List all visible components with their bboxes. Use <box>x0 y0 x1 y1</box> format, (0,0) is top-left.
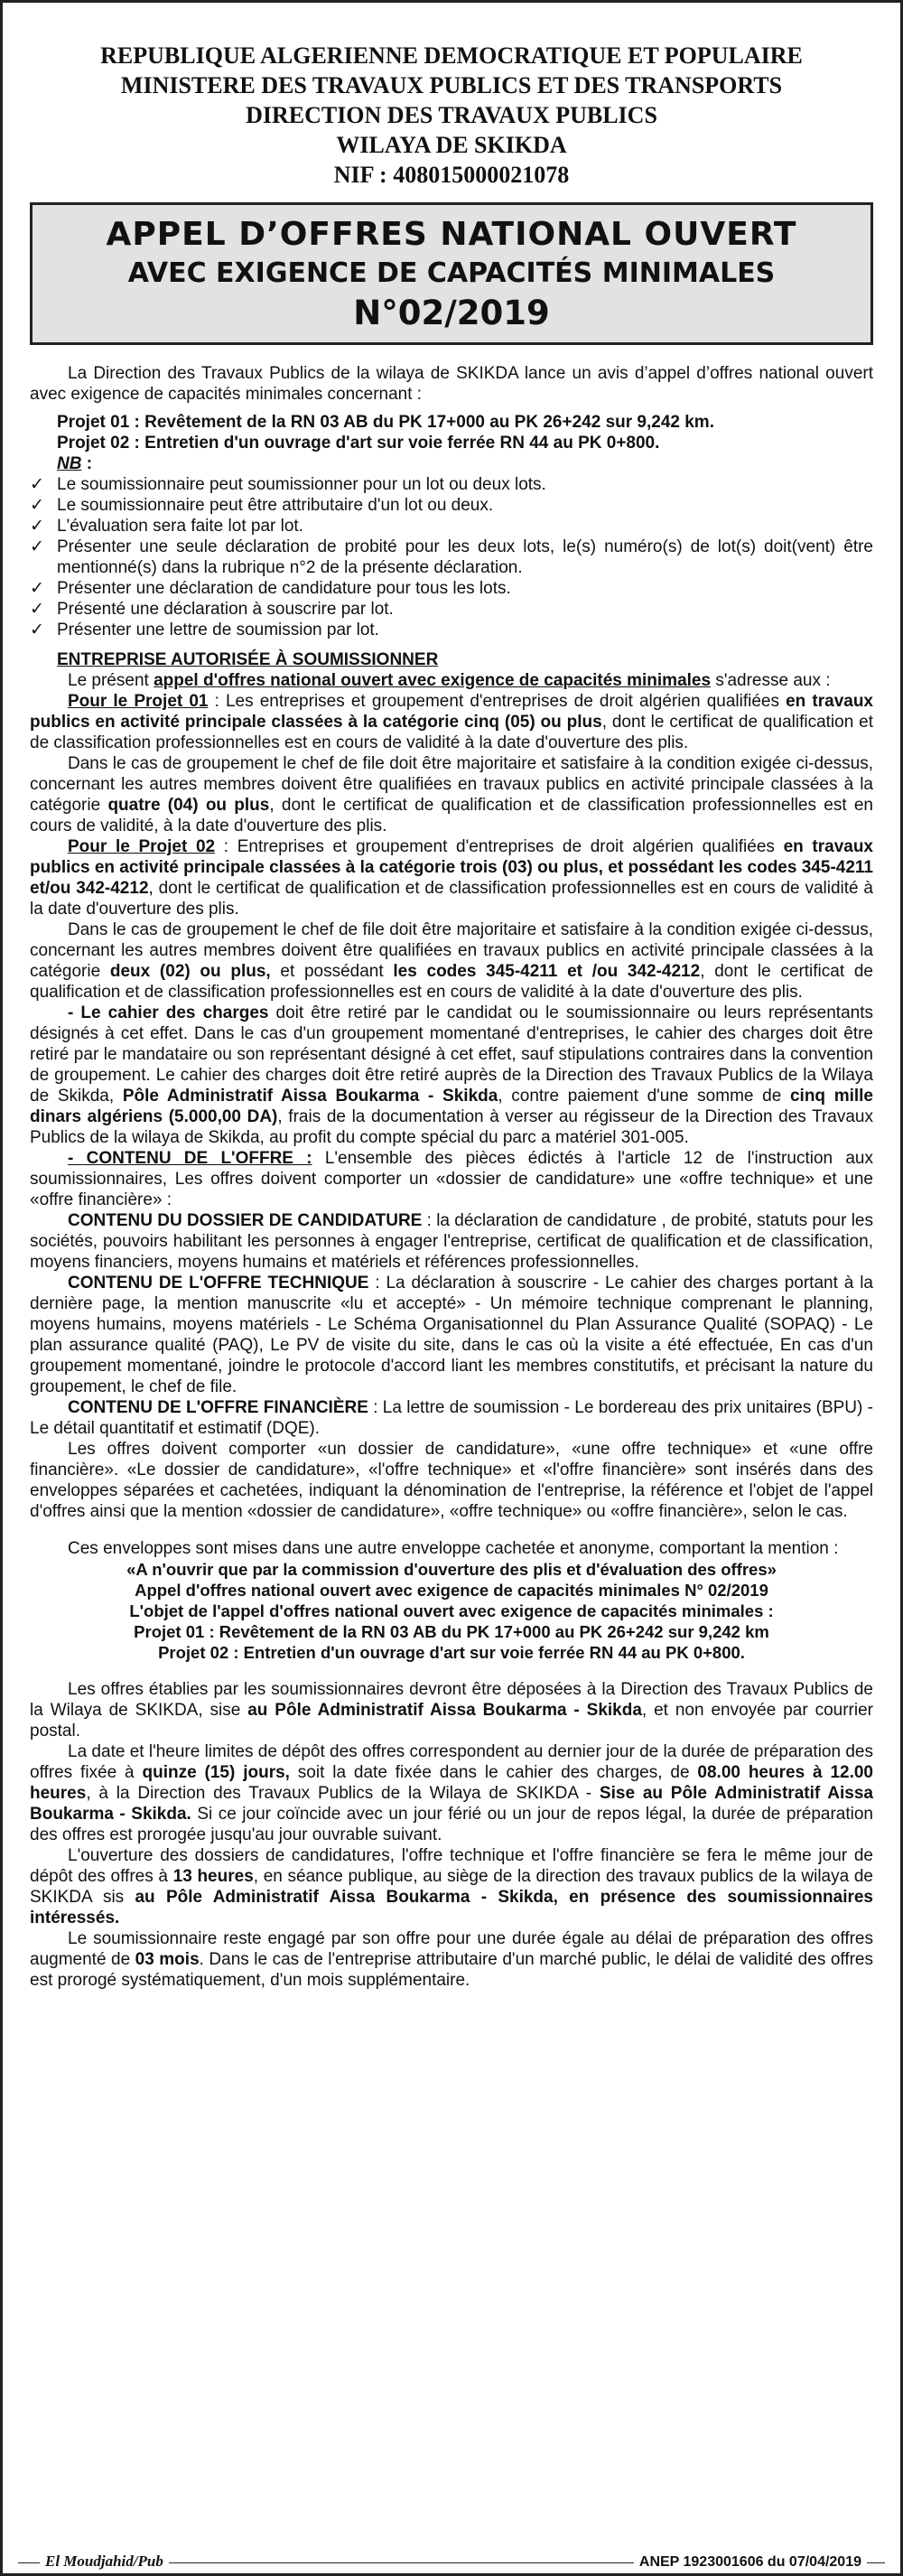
text-run: soit la date fixée dans le cahier des charges, de <box>289 1763 698 1782</box>
spacer <box>30 1522 873 1538</box>
announcement-body <box>30 363 873 1991</box>
text-run-bold: appel d'offres national ouvert avec exigence de capacités minimales <box>154 671 712 690</box>
text-run-bold: en travaux publics en activité principale classées à la catégorie cinq (05) ou plus <box>30 692 873 732</box>
text-run: , frais de la documentation à verser au régisseur de la Direction des Travaux Publics de la wilaya de Skikda, au profit du compte spécial du parc a matériel 301-005. <box>30 1107 874 1147</box>
checklist-item <box>30 537 873 578</box>
checklist-item <box>30 620 873 640</box>
enveloppe-mention <box>30 1559 873 1663</box>
issuer-header <box>30 3 873 190</box>
text-run: s'adresse aux : <box>711 671 831 690</box>
checklist-text: Le soumissionnaire peut soumissionner pour un lot ou deux lots. <box>57 475 546 494</box>
date-limite-paragraph <box>30 1741 873 1845</box>
checklist-item <box>30 495 873 516</box>
contenu-technique <box>30 1273 873 1397</box>
text-run-bold: 13 heures <box>172 1867 254 1886</box>
footer <box>0 2543 903 2571</box>
text-run: Les offres établies par les soumissionnaires devront être déposées à la Direction des Travaux Publics de la Wilaya de SKIKDA, sise <box>30 1680 873 1720</box>
mention-line: Appel d'offres national ouvert avec exigence de capacités minimales N° 02/2019 <box>135 1581 768 1600</box>
text-run: L'ensemble des pièces édictés à l'article 12 de l'instruction aux soumissionnaires, Les offres doivent comporter un «dossier de candidature» une «offre technique» et une «offre financière» : <box>30 1149 873 1209</box>
mention-line: L'objet de l'appel d'offres national ouvert avec exigence de capacités minimales : <box>129 1601 774 1620</box>
depot-paragraph <box>30 1679 873 1741</box>
title-number: N°02/2019 <box>353 294 550 332</box>
ouverture-paragraph <box>30 1845 873 1928</box>
checklist-item <box>30 578 873 599</box>
checklist-text: Présenter une seule déclaration de probité pour les deux lots, le(s) numéro(s) de lot(s) doit(vent) être mentionné(s) dans la rubrique n°2 de la présente déclaration. <box>57 537 873 577</box>
projet-02: Projet 02 : Entretien d'un ouvrage d'art sur voie ferrée RN 44 au PK 0+800. <box>57 434 660 453</box>
requirements-checklist <box>30 474 873 640</box>
mention-line: «A n'ouvrir que par la commission d'ouverture des plis et d'évaluation des offres» <box>126 1560 777 1579</box>
text-run-bold: les codes 345-4211 et /ou 342-4212 <box>393 962 701 981</box>
text-run: , dont le certificat de qualification et de classification professionnelles est en cours de validité à la date d'ouverture des plis. <box>30 962 873 1002</box>
projet-02-label: Pour le Projet 02 <box>68 837 216 856</box>
checklist-text: Présenter une lettre de soumission par lot. <box>57 621 379 639</box>
nb-colon: : <box>81 454 93 473</box>
title-box <box>30 202 873 345</box>
text-run: : Les entreprises et groupement d'entreprises de droit algérien qualifiées <box>208 692 787 711</box>
text-run: Si ce jour coïncide avec un jour férié ou un jour de repos légal, la durée de préparation des offres est prorogée jusqu'au jour ouvrable suivant. <box>30 1805 874 1844</box>
entreprise-intro <box>30 670 873 691</box>
text-run-bold: - CONTENU DE L'OFFRE : <box>68 1149 312 1168</box>
text-run: , et non envoyée par courrier postal. <box>30 1701 873 1741</box>
validite-paragraph <box>30 1928 873 1991</box>
text-run: et possédant <box>270 962 394 981</box>
checklist-text: L'évaluation sera faite lot par lot. <box>57 517 303 536</box>
text-run-bold: quatre (04) ou plus <box>107 796 270 815</box>
check-icon: ✓ <box>30 579 44 598</box>
header-ministry: MINISTERE DES TRAVAUX PUBLICS ET DES TRANSPORTS <box>120 72 783 98</box>
offres-paragraph: Les offres doivent comporter «un dossier de candidature», «une offre technique» et «une offre financière». «Le dossier de candidature», «l'offre technique» et «l'offre financière» sont insérés dans des enveloppes séparées et cachetées, indiquant la dénomination de l'entreprise, la référence et l'objet de l'appel d'offres ainsi que la mention «dossier de candidature», «offre technique» ou «offre financière», selon le cas. <box>30 1440 873 1521</box>
header-republic: REPUBLIQUE ALGERIENNE DEMOCRATIQUE ET POPULAIRE <box>100 42 803 69</box>
projet-02-eligibility <box>30 836 873 919</box>
nb-text: NB <box>57 454 82 473</box>
text-run-bold: - Le cahier des charges <box>68 1003 269 1022</box>
intro-paragraph: La Direction des Travaux Publics de la wilaya de SKIKDA lance un avis d’appel d’offres national ouvert avec exigence de capacités minimales concernant : <box>30 364 873 404</box>
checklist-item <box>30 516 873 537</box>
text-run: Dans le cas de groupement le chef de file doit être majoritaire et satisfaire à la condition exigée ci-dessus, concernant les autres membres doivent être qualifiées en travaux publics en activité principale classées à la catégorie <box>30 920 873 981</box>
nb-label <box>30 453 873 474</box>
text-run: La date et l'heure limites de dépôt des offres correspondent au dernier jour de la durée de préparation des offres fixée à <box>30 1742 873 1782</box>
text-run: Le soumissionnaire reste engagé par son offre pour une durée égale au délai de préparation des offres augmenté de <box>30 1929 873 1969</box>
text-run-bold: au Pôle Administratif Aissa Boukarma - Skikda, en présence des soumissionnaires intéressés. <box>30 1888 874 1927</box>
text-run-bold: en travaux publics en activité principale classées à la catégorie trois (03) ou plus, et possédant les codes 345-4211 et/ou 342-4212 <box>30 837 873 898</box>
header-nif: NIF : 408015000021078 <box>333 162 570 188</box>
text-run-bold: cinq mille dinars algériens (5.000,00 DA) <box>30 1087 874 1126</box>
text-run: : La déclaration à souscrire - Le cahier des charges portant à la dernière page, la mention manuscrite «lu et accepté» - Un mémoire technique comprenant le planning, moyens humains, moyens matériels - Le Schéma Organisationnel du Plan Assurance Qualité (SOPAQ) - Le plan assurance qualité (PAQ), Le PV de visite du site, dans le cas où la visite a été effectuée, En cas d'un groupement momentané, joindre le protocole d'accord liant les membres constitutifs, et précisant la nature du groupement, le chef de file. <box>30 1274 873 1396</box>
text-run-bold: Sise au Pôle Administratif Aissa Boukarma - Skikda. <box>30 1784 873 1824</box>
text-run-bold: au Pôle Administratif Aissa Boukarma - Skikda <box>247 1701 642 1720</box>
text-run: : La lettre de soumission - Le bordereau des prix unitaires (BPU) - Le détail quantitatif et estimatif (DQE). <box>30 1398 873 1438</box>
check-icon: ✓ <box>30 537 44 556</box>
contenu-financiere <box>30 1397 873 1439</box>
text-run: , dont le certificat de qualification et de classification professionnelles est en cours de validité à la date d'ouverture des plis. <box>30 713 873 752</box>
footer-publisher: El Moudjahid/Pub <box>40 2553 169 2571</box>
checklist-item <box>30 474 873 495</box>
text-run: : la déclaration de candidature , de probité, statuts pour les sociétés, pouvoirs habilitant les personnes à engager l'entreprise, certificat de qualification et de classification, moyens financiers, moyens humains et matériels et références professionnelles. <box>30 1211 873 1272</box>
checklist-text: Le soumissionnaire peut être attributaire d'un lot ou deux. <box>57 496 494 515</box>
text-run-bold: CONTENU DE L'OFFRE FINANCIÈRE <box>68 1398 368 1417</box>
text-run: : Entreprises et groupement d'entreprises de droit algérien qualifiées <box>215 837 784 856</box>
text-run: Le présent <box>68 671 154 690</box>
projet-01: Projet 01 : Revêtement de la RN 03 AB du PK 17+000 au PK 26+242 sur 9,242 km. <box>57 413 714 432</box>
footer-reference: ANEP 1923001606 du 07/04/2019 <box>634 2554 867 2571</box>
check-icon: ✓ <box>30 600 44 619</box>
header-direction: DIRECTION DES TRAVAUX PUBLICS <box>246 102 657 128</box>
checklist-text: Présenter une déclaration de candidature pour tous les lots. <box>57 579 511 598</box>
check-icon: ✓ <box>30 517 44 536</box>
text-run: . Dans le cas de l'entreprise attributaire d'un marché public, le délai de validité des offres est prorogé systématiquement, d'un mois supplémentaire. <box>30 1950 873 1990</box>
text-run-bold: quinze (15) jours, <box>142 1763 290 1782</box>
text-run: doit être retiré par le candidat ou le soumissionnaire ou leurs représentants désignés à cet effet. Dans le cas d'un groupement momentané d'entreprises, le cahier des charges doit être retiré par le mandataire ou son représentant désigné à cet effet, sauf stipulations contraires dans la convention de groupement. Le cahier des charges doit être retiré auprès de la Direction des Travaux Publics de la Wilaya de Skikda, <box>30 1003 874 1106</box>
spacer <box>30 405 873 412</box>
header-wilaya: WILAYA DE SKIKDA <box>336 132 567 158</box>
enveloppe-intro: Ces enveloppes sont mises dans une autre enveloppe cachetée et anonyme, comportant la mention : <box>68 1539 839 1558</box>
check-icon: ✓ <box>30 475 44 494</box>
title-main: APPEL D’OFFRES NATIONAL OUVERT <box>106 216 797 253</box>
title-sub: AVEC EXIGENCE DE CAPACITÉS MINIMALES <box>127 257 776 289</box>
text-run: L'ouverture des dossiers de candidatures, l'offre technique et l'offre financière se fera le même jour de dépôt des offres à <box>30 1846 873 1886</box>
projet-01-label: Pour le Projet 01 <box>68 692 209 711</box>
text-run: , dont le certificat de qualification et de classification professionnelles est en cours de validité à la date d'ouverture des plis. <box>30 879 873 919</box>
text-run-bold: 08.00 heures à 12.00 heures <box>30 1763 873 1803</box>
mention-line: Projet 01 : Revêtement de la RN 03 AB du PK 17+000 au PK 26+242 sur 9,242 km <box>134 1622 769 1641</box>
text-run-bold: deux (02) ou plus, <box>109 962 271 981</box>
groupement-02 <box>30 919 873 1003</box>
contenu-offre <box>30 1148 873 1210</box>
text-run-bold: 03 mois <box>135 1950 200 1969</box>
checklist-text: Présenté une déclaration à souscrire par lot. <box>57 600 394 619</box>
groupement-01 <box>30 753 873 836</box>
mention-line: Projet 02 : Entretien d'un ouvrage d'art sur voie ferrée RN 44 au PK 0+800. <box>158 1643 745 1662</box>
text-run: , en séance publique, au siège de la direction des travaux publics de la wilaya de SKIKDA sis <box>30 1867 873 1907</box>
check-icon: ✓ <box>30 496 44 515</box>
text-run: , à la Direction des Travaux Publics de la Wilaya de SKIKDA - <box>86 1784 600 1803</box>
text-run: , contre paiement d'une somme de <box>498 1087 790 1106</box>
text-run: Dans le cas de groupement le chef de file doit être majoritaire et satisfaire à la condition exigée ci-dessus, concernant les autres membres doivent être qualifiées en travaux publics en activité principale classées à la catégorie <box>30 754 873 815</box>
entreprise-heading: ENTREPRISE AUTORISÉE À SOUMISSIONNER <box>57 650 439 669</box>
text-run-bold: Pôle Administratif Aissa Boukarma - Skikda <box>122 1087 498 1106</box>
cahier-des-charges <box>30 1003 873 1148</box>
text-run: , dont le certificat de qualification et de classification professionnelles est en cours de validité, à la date d'ouverture des plis. <box>30 796 873 835</box>
contenu-dossier <box>30 1210 873 1273</box>
spacer <box>30 640 873 649</box>
projet-01-eligibility <box>30 691 873 753</box>
text-run-bold: CONTENU DU DOSSIER DE CANDIDATURE <box>68 1211 423 1230</box>
text-run-bold: CONTENU DE L'OFFRE TECHNIQUE <box>68 1274 369 1293</box>
checklist-item <box>30 599 873 620</box>
spacer <box>30 1663 873 1679</box>
check-icon: ✓ <box>30 621 44 639</box>
